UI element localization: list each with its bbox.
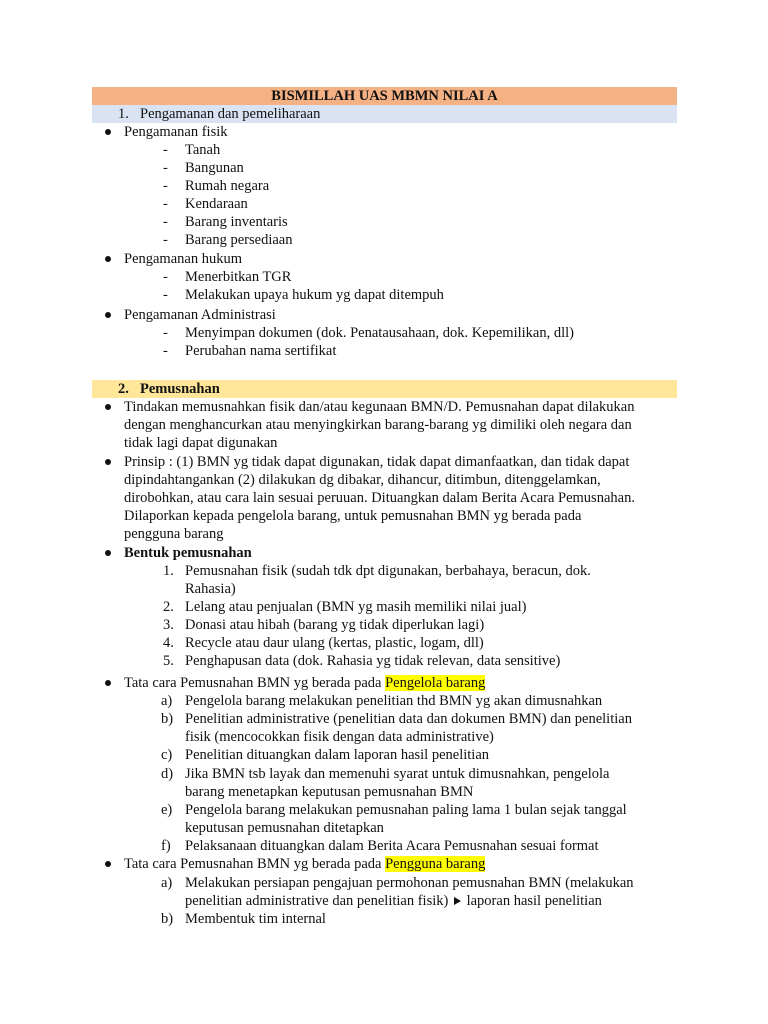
bullet-icon: [105, 129, 111, 135]
list-item: Barang persediaan: [185, 232, 293, 248]
list-item-continuation: fisik (mencocokkan fisik dengan data administrative): [185, 729, 494, 745]
bentuk-pemusnahan-label: Bentuk pemusnahan: [124, 545, 252, 561]
dash-marker: -: [163, 196, 168, 212]
list-item: Bangunan: [185, 160, 244, 176]
section-2-number: 2.: [118, 381, 129, 397]
list-item: Penghapusan data (dok. Rahasia yg tidak relevan, data sensitive): [185, 653, 561, 669]
list-item: Rumah negara: [185, 178, 270, 194]
section-1-number: 1.: [118, 106, 129, 122]
list-item: Melakukan upaya hukum yg dapat ditempuh: [185, 287, 444, 303]
list-item-continuation: [185, 892, 602, 910]
dash-marker: -: [163, 178, 168, 194]
paragraph-line: Tindakan memusnahkan fisik dan/atau kegunaan BMN/D. Pemusnahan dapat dilakukan: [124, 399, 635, 415]
section-1-heading: Pengamanan dan pemeliharaan: [140, 106, 321, 122]
tata-cara-pengelola-heading: [124, 674, 485, 692]
dash-marker: -: [163, 142, 168, 158]
list-item: Lelang atau penjualan (BMN yg masih memiliki nilai jual): [185, 599, 527, 615]
highlight-pengelola-barang: Pengelola barang: [385, 675, 486, 691]
bullet-icon: [105, 861, 111, 867]
list-item: Perubahan nama sertifikat: [185, 343, 337, 359]
list-item: Pengelola barang melakukan pemusnahan paling lama 1 bulan sejak tanggal: [185, 802, 627, 818]
letter-marker: b): [161, 711, 174, 727]
list-item: Tanah: [185, 142, 221, 158]
number-marker: 2.: [163, 599, 174, 615]
bullet-icon: [105, 680, 111, 686]
list-item: Kendaraan: [185, 196, 248, 212]
list-item: Menerbitkan TGR: [185, 269, 292, 285]
dash-marker: -: [163, 214, 168, 230]
letter-marker: d): [161, 766, 174, 782]
list-item-continuation: barang menetapkan keputusan pemusnahan BMN: [185, 784, 474, 800]
paragraph-line: Prinsip : (1) BMN yg tidak dapat digunakan, tidak dapat dimanfaatkan, dan tidak dapat: [124, 454, 630, 470]
paragraph-line: Dilaporkan kepada pengelola barang, untuk pemusnahan BMN yg berada pada: [124, 508, 582, 524]
letter-marker: c): [161, 747, 173, 763]
dash-marker: -: [163, 232, 168, 248]
highlight-pengguna-barang: Pengguna barang: [385, 856, 486, 872]
bullet-icon: [105, 459, 111, 465]
paragraph-line: dengan menghancurkan atau menyingkirkan barang-barang yg dimiliki oleh negara dan: [124, 417, 632, 433]
number-marker: 1.: [163, 563, 174, 579]
paragraph-line: pengguna barang: [124, 526, 224, 542]
list-item: Recycle atau daur ulang (kertas, plastic, logam, dll): [185, 635, 484, 651]
letter-marker: a): [161, 875, 173, 891]
paragraph-line: tidak lagi dapat digunakan: [124, 435, 278, 451]
bullet-icon: [105, 550, 111, 556]
number-marker: 4.: [163, 635, 174, 651]
dash-marker: -: [163, 160, 168, 176]
list-item: Penelitian administrative (penelitian data dan dokumen BMN) dan penelitian: [185, 711, 632, 727]
continuation-text: penelitian administrative dan penelitian fisik): [185, 893, 449, 909]
pengamanan-fisik-label: Pengamanan fisik: [124, 124, 228, 140]
tata-cara-lead: Tata cara Pemusnahan BMN yg berada pada: [124, 675, 386, 691]
arrow-right-icon: [454, 897, 461, 905]
list-item: Donasi atau hibah (barang yg tidak diperlukan lagi): [185, 617, 485, 633]
paragraph-line: dirobohkan, atau cara lain sesuai peruuan. Dituangkan dalam Berita Acara Pemusnahan.: [124, 490, 635, 506]
list-item: Membentuk tim internal: [185, 911, 326, 927]
bullet-icon: [105, 312, 111, 318]
list-item: Barang inventaris: [185, 214, 288, 230]
dash-marker: -: [163, 343, 168, 359]
list-item-continuation: Rahasia): [185, 581, 236, 597]
tata-cara-lead: Tata cara Pemusnahan BMN yg berada pada: [124, 856, 386, 872]
list-item: Jika BMN tsb layak dan memenuhi syarat untuk dimusnahkan, pengelola: [185, 766, 610, 782]
pengamanan-administrasi-label: Pengamanan Administrasi: [124, 307, 276, 323]
number-marker: 5.: [163, 653, 174, 669]
list-item: Melakukan persiapan pengajuan permohonan pemusnahan BMN (melakukan: [185, 875, 634, 891]
list-item: Pelaksanaan dituangkan dalam Berita Acara Pemusnahan sesuai format: [185, 838, 599, 854]
document-title: BISMILLAH UAS MBMN NILAI A: [92, 87, 677, 105]
number-marker: 3.: [163, 617, 174, 633]
list-item: Penelitian dituangkan dalam laporan hasil penelitian: [185, 747, 490, 763]
letter-marker: a): [161, 693, 173, 709]
letter-marker: e): [161, 802, 173, 818]
letter-marker: b): [161, 911, 174, 927]
pengamanan-hukum-label: Pengamanan hukum: [124, 251, 242, 267]
list-item-continuation: keputusan pemusnahan ditetapkan: [185, 820, 384, 836]
bullet-icon: [105, 404, 111, 410]
section-2-heading: Pemusnahan: [140, 381, 220, 397]
letter-marker: f): [161, 838, 171, 854]
list-item: Pemusnahan fisik (sudah tdk dpt digunakan, berbahaya, beracun, dok.: [185, 563, 591, 579]
list-item: Menyimpan dokumen (dok. Penatausahaan, dok. Kepemilikan, dll): [185, 325, 574, 341]
dash-marker: -: [163, 269, 168, 285]
bullet-icon: [105, 256, 111, 262]
tata-cara-pengguna-heading: [124, 855, 485, 873]
list-item: Pengelola barang melakukan penelitian thd BMN yg akan dimusnahkan: [185, 693, 603, 709]
dash-marker: -: [163, 325, 168, 341]
paragraph-line: dipindahtangankan (2) dilakukan dg dibakar, dihancur, ditimbun, ditenggelamkan,: [124, 472, 601, 488]
dash-marker: -: [163, 287, 168, 303]
arrow-result-text: laporan hasil penelitian: [466, 893, 602, 909]
